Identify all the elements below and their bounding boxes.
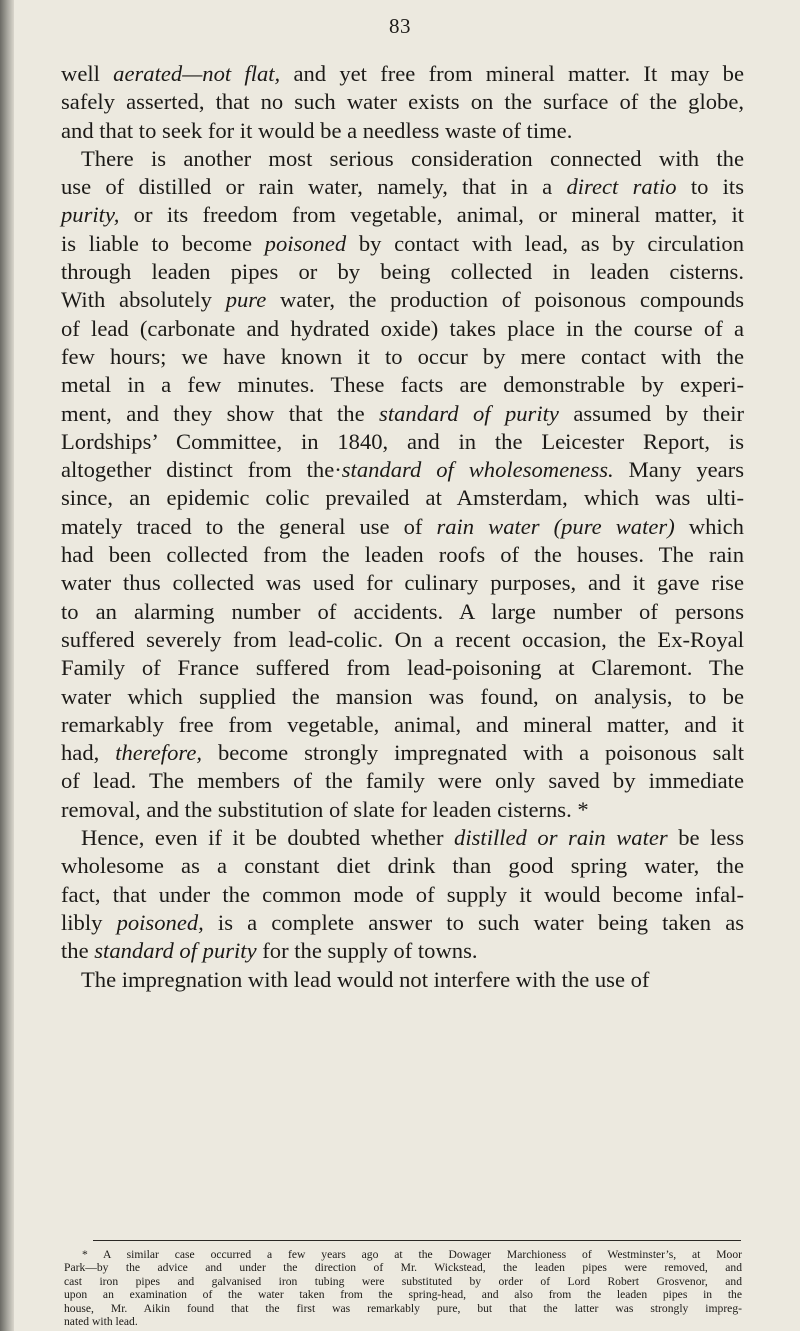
text-run: ment, and they show that the: [61, 400, 380, 426]
text-run: fact, that under the common mode of supply it would become infal-: [61, 881, 744, 907]
text-line: [61, 824, 744, 852]
text-run: be less: [667, 825, 745, 851]
text-line: [61, 852, 744, 880]
text-run: of lead (carbonate and hydrated oxide) takes place in the course of a: [61, 315, 744, 341]
text-run: well: [61, 61, 114, 86]
footnote-line: * A similar case occurred a few years ago at the Dowager Marchioness of Westminster’s, at Moor: [82, 1248, 742, 1261]
text-line: [61, 60, 744, 88]
text-run: wholesome as a constant diet drink than good spring water, the: [61, 853, 744, 879]
text-run: Hence, even if it be doubted whether: [81, 825, 455, 851]
italic-phrase: poisoned: [264, 230, 347, 256]
italic-phrase: therefore,: [115, 740, 203, 766]
text-line: [61, 739, 744, 767]
italic-phrase: aerated—not flat,: [113, 61, 281, 86]
text-run: to its: [676, 174, 745, 200]
text-run: is liable to become: [61, 230, 265, 256]
text-line: [61, 909, 744, 937]
body-text: [61, 60, 744, 994]
italic-phrase: standard of purity: [379, 400, 559, 426]
text-run: is a complete answer to such water being taken as: [203, 909, 745, 935]
page-number: 83: [389, 14, 411, 38]
text-line: [61, 428, 744, 456]
footnote-divider: [93, 1240, 741, 1241]
text-run: mately traced to the general use of: [61, 513, 437, 539]
italic-phrase: standard of wholesomeness.: [341, 457, 614, 483]
footnote-line: Park—by the advice and under the direction of Mr. Wickstead, the leaden pipes were removed, and: [64, 1261, 742, 1275]
text-line: [61, 683, 744, 711]
text-line: [61, 145, 744, 173]
text-line: [61, 937, 744, 965]
footnote-line: upon an examination of the water taken from the spring-head, and also from the leaden pipes in the: [64, 1288, 742, 1302]
text-line: [61, 711, 744, 739]
text-run: or its freedom from vegetable, animal, or mineral matter, it: [119, 202, 744, 228]
text-run: few hours; we have known it to occur by mere contact with the: [61, 343, 744, 369]
text-run: become strongly impregnated with a poisonous salt: [202, 740, 745, 766]
text-run: suffered severely from lead-colic. On a recent occasion, the Ex-Royal: [61, 626, 744, 652]
text-line: [61, 258, 744, 286]
text-run: safely asserted, that no such water exists on the surface of the globe,: [61, 89, 744, 115]
italic-phrase: rain water (pure water): [436, 513, 675, 539]
text-line: [61, 626, 744, 654]
text-line: [61, 569, 744, 597]
text-line: [61, 400, 744, 428]
italic-phrase: poisoned,: [116, 909, 204, 935]
text-line: [61, 88, 744, 116]
text-line: [61, 541, 744, 569]
text-run: With absolutely: [61, 287, 226, 313]
text-run: altogether distinct from the·: [61, 457, 342, 483]
text-line: [61, 513, 744, 541]
text-run: through leaden pipes or by being collected in leaden cisterns.: [61, 259, 744, 285]
text-line: [61, 371, 744, 399]
text-run: Lordships’ Committee, in 1840, and in the Leicester Report, is: [61, 428, 744, 454]
text-run: remarkably free from vegetable, animal, and mineral matter, and it: [61, 711, 744, 737]
italic-phrase: purity,: [61, 202, 120, 228]
italic-phrase: direct ratio: [566, 174, 677, 200]
footnote-line: cast iron pipes and galvanised iron tubing were substituted by order of Lord Robert Grosvenor, and: [64, 1274, 742, 1288]
text-run: assumed by their: [558, 400, 744, 426]
text-run: by contact with lead, as by circulation: [346, 230, 744, 256]
text-run: water thus collected was used for culinary purposes, and it gave rise: [61, 570, 744, 596]
text-run: had been collected from the leaden roofs of the houses. The rain: [61, 542, 744, 568]
footnote: [64, 1248, 742, 1328]
text-run: libly: [61, 909, 117, 935]
text-line: [61, 117, 744, 145]
text-line: [61, 484, 744, 512]
text-run: metal in a few minutes. These facts are demonstrable by experi-: [61, 372, 744, 398]
text-run: Family of France suffered from lead-poisoning at Claremont. The: [61, 655, 744, 681]
text-run: use of distilled or rain water, namely, that in a: [61, 174, 567, 200]
text-line: [61, 315, 744, 343]
text-line: [61, 456, 744, 484]
text-run: to an alarming number of accidents. A large number of persons: [61, 598, 744, 624]
text-run: water, the production of poisonous compounds: [266, 287, 744, 313]
text-line: [61, 343, 744, 371]
text-run: for the supply of towns.: [256, 938, 478, 964]
text-line: [61, 598, 744, 626]
text-run: had,: [61, 740, 116, 766]
text-line: [61, 966, 744, 994]
text-run: since, an epidemic colic prevailed at Amsterdam, which was ulti-: [61, 485, 744, 511]
text-line: [61, 767, 744, 795]
text-run: water which supplied the mansion was found, on analysis, to be: [61, 683, 744, 709]
text-run: Many years: [613, 457, 744, 483]
italic-phrase: pure: [225, 287, 267, 313]
text-line: [61, 796, 744, 824]
text-run: the: [61, 938, 95, 964]
text-run: There is another most serious consideration connected with the: [81, 145, 744, 171]
footnote-line: nated with lead.: [64, 1314, 138, 1328]
text-run: and yet free from mineral matter. It may be: [280, 61, 744, 86]
text-run: and that to seek for it would be a needless waste of time.: [61, 117, 573, 143]
text-line: [61, 654, 744, 682]
italic-phrase: distilled or rain water: [454, 825, 668, 851]
text-run: of lead. The members of the family were only saved by immediate: [61, 768, 744, 794]
text-line: [61, 230, 744, 258]
text-run: which: [674, 513, 744, 539]
text-run: The impregnation with lead would not interfere with the use of: [81, 966, 650, 992]
text-line: [61, 201, 744, 229]
text-run: removal, and the substitution of slate for leaden cisterns. *: [61, 796, 589, 822]
text-line: [61, 173, 744, 201]
footnote-line: house, Mr. Aikin found that the first was remarkably pure, but that the latter was strongly impreg-: [64, 1301, 742, 1315]
italic-phrase: standard of purity: [94, 938, 257, 964]
text-line: [61, 286, 744, 314]
text-line: [61, 881, 744, 909]
